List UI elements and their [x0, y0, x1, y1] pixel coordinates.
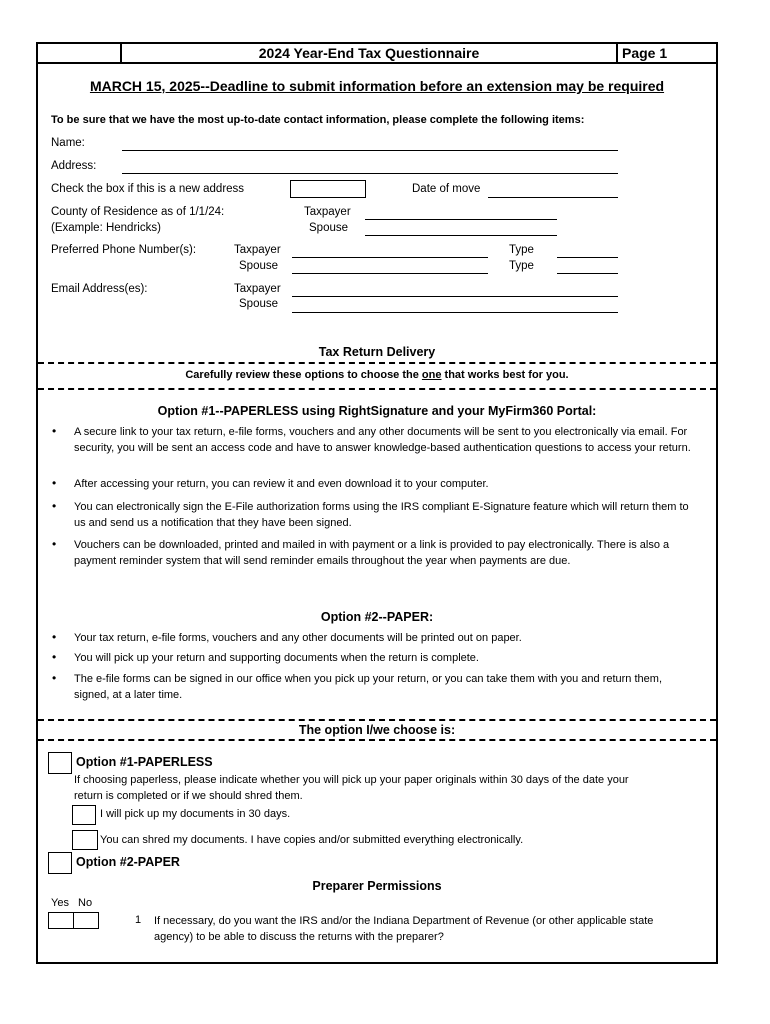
dashed-divider [38, 739, 716, 741]
deadline-notice: MARCH 15, 2025--Deadline to submit information before an extension may be required [89, 78, 665, 94]
pickup-documents-label: I will pick up my documents in 30 days. [100, 808, 291, 820]
header-blank-cell [38, 44, 122, 62]
delivery-subtitle-post: that works best for you. [441, 369, 569, 381]
page-number: Page 1 [622, 45, 668, 61]
email-label: Email Address(es): [51, 283, 148, 295]
contact-intro: To be sure that we have the most up-to-date contact information, please complete the following items: [51, 114, 585, 126]
option1-bullet: After accessing your return, you can review it and even download it to your computer. [74, 478, 489, 490]
pickup-documents-checkbox[interactable] [72, 805, 96, 825]
phone-taxpayer-type-label: Type [509, 244, 534, 256]
permissions-title: Preparer Permissions [312, 879, 442, 893]
new-address-label: Check the box if this is a new address [51, 183, 245, 195]
email-spouse-field[interactable] [292, 312, 618, 313]
option1-bullet: A secure link to your tax return, e-file forms, vouchers and any other documents will be sent to you electronically via email. For security, you will be sent an access code and have to answer knowledge-based authentication questions to access your return. [74, 426, 691, 454]
bullet-icon: • [52, 476, 57, 490]
address-field[interactable] [122, 173, 618, 174]
phone-taxpayer-field[interactable] [292, 257, 488, 258]
bullet-icon: • [52, 671, 57, 685]
yes-column-label: Yes [51, 897, 69, 909]
option2-bullet: The e-file forms can be signed in our office when you pick up your return, or you can take them with you and return them, signed, at a later time. [74, 673, 662, 701]
dashed-divider [38, 388, 716, 390]
bullet-icon: • [52, 630, 57, 644]
phone-spouse-type-field[interactable] [557, 273, 618, 274]
option2-bullet: Your tax return, e-file forms, vouchers and any other documents will be printed out on paper. [74, 632, 522, 644]
no-column-label: No [78, 897, 93, 909]
date-of-move-label: Date of move [412, 183, 481, 195]
phone-spouse-type-label: Type [509, 260, 534, 272]
permission-question: If necessary, do you want the IRS and/or the Indiana Department of Revenue (or other applicable state agency) to be able to discuss the returns with the preparer? [154, 915, 654, 943]
delivery-subtitle-pre: Carefully review these options to choose the [185, 369, 422, 381]
option1-bullet: You can electronically sign the E-File authorization forms using the IRS compliant E-Signature feature which will return them to us and send us a notification that they have been signed. [74, 501, 689, 529]
name-label: Name: [51, 137, 85, 149]
option1-heading: Option #1--PAPERLESS using RightSignature and your MyFirm360 Portal: [157, 404, 597, 418]
phone-taxpayer-type-field[interactable] [557, 257, 618, 258]
email-spouse-label: Spouse [239, 298, 279, 310]
dashed-divider [38, 362, 716, 364]
shred-documents-label: You can shred my documents. I have copies and/or submitted everything electronically. [100, 834, 524, 846]
permission-yes-checkbox[interactable] [48, 912, 74, 929]
header-row [38, 44, 716, 64]
shred-documents-checkbox[interactable] [72, 830, 98, 850]
county-example: (Example: Hendricks) [51, 222, 161, 234]
option1-paperless-checkbox[interactable] [48, 752, 72, 774]
county-taxpayer-field[interactable] [365, 219, 557, 220]
phone-spouse-field[interactable] [292, 273, 488, 274]
option2-paper-label: Option #2-PAPER [76, 855, 180, 869]
option2-paper-checkbox[interactable] [48, 852, 72, 874]
county-spouse-label: Spouse [309, 222, 349, 234]
permission-no-checkbox[interactable] [73, 912, 99, 929]
bullet-icon: • [52, 650, 57, 664]
county-label: County of Residence as of 1/1/24: [51, 206, 225, 218]
phone-label: Preferred Phone Number(s): [51, 244, 197, 256]
county-spouse-field[interactable] [365, 235, 557, 236]
new-address-checkbox[interactable] [290, 180, 366, 198]
bullet-icon: • [52, 537, 57, 551]
option2-bullet: You will pick up your return and supporting documents when the return is complete. [74, 652, 479, 664]
option1-paperless-label: Option #1-PAPERLESS [76, 755, 213, 769]
option1-paperless-note: If choosing paperless, please indicate whether you will pick up your paper originals within 30 days of the date your return is completed or if we should shred them. [74, 774, 629, 802]
bullet-icon: • [52, 424, 57, 438]
question-number: 1 [135, 914, 142, 926]
county-taxpayer-label: Taxpayer [304, 206, 351, 218]
address-label: Address: [51, 160, 97, 172]
option2-heading: Option #2--PAPER: [320, 610, 434, 624]
email-taxpayer-field[interactable] [292, 296, 618, 297]
bullet-icon: • [52, 499, 57, 513]
email-taxpayer-label: Taxpayer [234, 283, 281, 295]
dashed-divider [38, 719, 716, 721]
delivery-subtitle-emphasis: one [421, 369, 442, 381]
delivery-subtitle [38, 369, 716, 381]
questionnaire-page [36, 42, 718, 964]
option1-bullet: Vouchers can be downloaded, printed and mailed in with payment or a link is provided to pay electronically. There is also a payment reminder system that will send reminder emails throughout the year when payments are due. [74, 539, 670, 567]
name-field[interactable] [122, 150, 618, 151]
delivery-title: Tax Return Delivery [318, 345, 436, 359]
choice-title: The option I/we choose is: [298, 723, 456, 737]
date-of-move-field[interactable] [488, 197, 618, 198]
phone-spouse-label: Spouse [239, 260, 279, 272]
document-title: 2024 Year-End Tax Questionnaire [258, 45, 480, 61]
phone-taxpayer-label: Taxpayer [234, 244, 281, 256]
